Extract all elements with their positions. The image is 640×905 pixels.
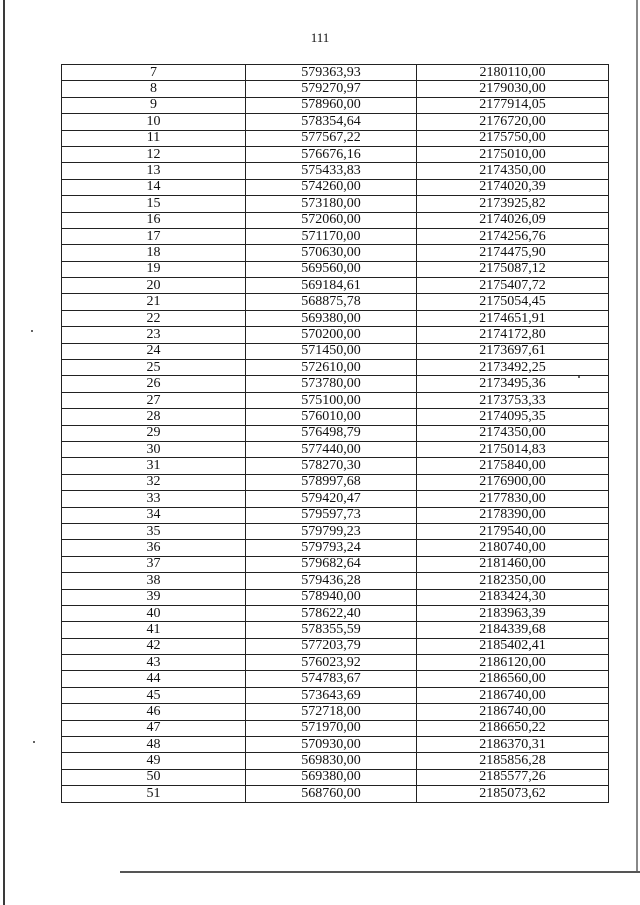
y-coordinate-cell: 2179030,00	[417, 81, 609, 97]
x-coordinate-cell: 569560,00	[246, 261, 417, 277]
y-coordinate-cell: 2174475,90	[417, 245, 609, 261]
point-number-cell: 40	[62, 605, 246, 621]
x-coordinate-cell: 573780,00	[246, 376, 417, 392]
y-coordinate-cell: 2185402,41	[417, 638, 609, 654]
x-coordinate-cell: 571970,00	[246, 720, 417, 736]
y-coordinate-cell: 2186370,31	[417, 737, 609, 753]
table-row	[62, 753, 609, 769]
y-coordinate-cell: 2182350,00	[417, 573, 609, 589]
x-coordinate-cell: 579597,73	[246, 507, 417, 523]
table-row	[62, 704, 609, 720]
point-number-cell: 50	[62, 769, 246, 785]
point-number-cell: 25	[62, 360, 246, 376]
table-row	[62, 458, 609, 474]
point-number-cell: 11	[62, 130, 246, 146]
x-coordinate-cell: 576498,79	[246, 425, 417, 441]
point-number-cell: 49	[62, 753, 246, 769]
table-row	[62, 737, 609, 753]
point-number-cell: 9	[62, 97, 246, 113]
point-number-cell: 42	[62, 638, 246, 654]
point-number-cell: 37	[62, 556, 246, 572]
y-coordinate-cell: 2174020,39	[417, 179, 609, 195]
point-number-cell: 24	[62, 343, 246, 359]
x-coordinate-cell: 577567,22	[246, 130, 417, 146]
table-row	[62, 163, 609, 179]
x-coordinate-cell: 569184,61	[246, 278, 417, 294]
x-coordinate-cell: 573180,00	[246, 196, 417, 212]
y-coordinate-cell: 2175407,72	[417, 278, 609, 294]
x-coordinate-cell: 579363,93	[246, 65, 417, 81]
table-row	[62, 573, 609, 589]
table-row	[62, 179, 609, 195]
page-number: 111	[310, 30, 330, 45]
y-coordinate-cell: 2174256,76	[417, 228, 609, 244]
y-coordinate-cell: 2177830,00	[417, 491, 609, 507]
x-coordinate-cell: 579270,97	[246, 81, 417, 97]
table-row	[62, 360, 609, 376]
point-number-cell: 8	[62, 81, 246, 97]
x-coordinate-cell: 572718,00	[246, 704, 417, 720]
y-coordinate-cell: 2173697,61	[417, 343, 609, 359]
table-row	[62, 343, 609, 359]
table-row	[62, 671, 609, 687]
point-number-cell: 19	[62, 261, 246, 277]
x-coordinate-cell: 578270,30	[246, 458, 417, 474]
point-number-cell: 7	[62, 65, 246, 81]
table-row	[62, 327, 609, 343]
y-coordinate-cell: 2186740,00	[417, 687, 609, 703]
table-row	[62, 392, 609, 408]
point-number-cell: 44	[62, 671, 246, 687]
point-number-cell: 18	[62, 245, 246, 261]
y-coordinate-cell: 2174651,91	[417, 310, 609, 326]
table-row	[62, 65, 609, 81]
x-coordinate-cell: 574783,67	[246, 671, 417, 687]
table-row	[62, 212, 609, 228]
x-coordinate-cell: 579682,64	[246, 556, 417, 572]
table-row	[62, 638, 609, 654]
point-number-cell: 26	[62, 376, 246, 392]
y-coordinate-cell: 2173925,82	[417, 196, 609, 212]
x-coordinate-cell: 579420,47	[246, 491, 417, 507]
table-row	[62, 720, 609, 736]
x-coordinate-cell: 577440,00	[246, 441, 417, 457]
scan-right-edge	[636, 0, 638, 873]
y-coordinate-cell: 2178390,00	[417, 507, 609, 523]
y-coordinate-cell: 2186560,00	[417, 671, 609, 687]
y-coordinate-cell: 2180110,00	[417, 65, 609, 81]
table-row	[62, 114, 609, 130]
table-row	[62, 786, 609, 802]
x-coordinate-cell: 571170,00	[246, 228, 417, 244]
y-coordinate-cell: 2183963,39	[417, 605, 609, 621]
y-coordinate-cell: 2183424,30	[417, 589, 609, 605]
y-coordinate-cell: 2174026,09	[417, 212, 609, 228]
y-coordinate-cell: 2177914,05	[417, 97, 609, 113]
point-number-cell: 21	[62, 294, 246, 310]
table-row	[62, 146, 609, 162]
table-row	[62, 97, 609, 113]
x-coordinate-cell: 568760,00	[246, 786, 417, 802]
y-coordinate-cell: 2184339,68	[417, 622, 609, 638]
x-coordinate-cell: 578622,40	[246, 605, 417, 621]
y-coordinate-cell: 2175014,83	[417, 441, 609, 457]
table-row	[62, 622, 609, 638]
scan-left-edge	[3, 0, 5, 905]
x-coordinate-cell: 569380,00	[246, 769, 417, 785]
point-number-cell: 16	[62, 212, 246, 228]
y-coordinate-cell: 2176720,00	[417, 114, 609, 130]
y-coordinate-cell: 2174350,00	[417, 163, 609, 179]
table-row	[62, 310, 609, 326]
x-coordinate-cell: 578355,59	[246, 622, 417, 638]
point-number-cell: 38	[62, 573, 246, 589]
point-number-cell: 47	[62, 720, 246, 736]
y-coordinate-cell: 2179540,00	[417, 523, 609, 539]
table-row	[62, 655, 609, 671]
table-row	[62, 245, 609, 261]
x-coordinate-cell: 569380,00	[246, 310, 417, 326]
y-coordinate-cell: 2180740,00	[417, 540, 609, 556]
scan-bottom-edge	[120, 871, 640, 873]
scan-speck	[33, 741, 35, 743]
point-number-cell: 10	[62, 114, 246, 130]
y-coordinate-cell: 2175087,12	[417, 261, 609, 277]
table-row	[62, 507, 609, 523]
y-coordinate-cell: 2185577,26	[417, 769, 609, 785]
point-number-cell: 23	[62, 327, 246, 343]
point-number-cell: 45	[62, 687, 246, 703]
x-coordinate-cell: 570630,00	[246, 245, 417, 261]
x-coordinate-cell: 578997,68	[246, 474, 417, 490]
table-row	[62, 474, 609, 490]
point-number-cell: 39	[62, 589, 246, 605]
point-number-cell: 15	[62, 196, 246, 212]
y-coordinate-cell: 2186650,22	[417, 720, 609, 736]
x-coordinate-cell: 569830,00	[246, 753, 417, 769]
y-coordinate-cell: 2185073,62	[417, 786, 609, 802]
x-coordinate-cell: 579436,28	[246, 573, 417, 589]
point-number-cell: 20	[62, 278, 246, 294]
x-coordinate-cell: 571450,00	[246, 343, 417, 359]
x-coordinate-cell: 575433,83	[246, 163, 417, 179]
point-number-cell: 28	[62, 409, 246, 425]
y-coordinate-cell: 2175054,45	[417, 294, 609, 310]
point-number-cell: 46	[62, 704, 246, 720]
y-coordinate-cell: 2181460,00	[417, 556, 609, 572]
point-number-cell: 36	[62, 540, 246, 556]
scan-speck	[31, 330, 33, 332]
table-row	[62, 294, 609, 310]
table-row	[62, 81, 609, 97]
table-row	[62, 540, 609, 556]
table-row	[62, 425, 609, 441]
table-row	[62, 441, 609, 457]
x-coordinate-cell: 570200,00	[246, 327, 417, 343]
x-coordinate-cell: 578940,00	[246, 589, 417, 605]
table-row	[62, 769, 609, 785]
point-number-cell: 22	[62, 310, 246, 326]
x-coordinate-cell: 576023,92	[246, 655, 417, 671]
y-coordinate-cell: 2176900,00	[417, 474, 609, 490]
point-number-cell: 48	[62, 737, 246, 753]
table-row	[62, 261, 609, 277]
table-row	[62, 376, 609, 392]
x-coordinate-cell: 576676,16	[246, 146, 417, 162]
x-coordinate-cell: 573643,69	[246, 687, 417, 703]
point-number-cell: 30	[62, 441, 246, 457]
point-number-cell: 27	[62, 392, 246, 408]
point-number-cell: 12	[62, 146, 246, 162]
x-coordinate-cell: 577203,79	[246, 638, 417, 654]
table-row	[62, 605, 609, 621]
y-coordinate-cell: 2174095,35	[417, 409, 609, 425]
x-coordinate-cell: 578354,64	[246, 114, 417, 130]
x-coordinate-cell: 570930,00	[246, 737, 417, 753]
x-coordinate-cell: 574260,00	[246, 179, 417, 195]
y-coordinate-cell: 2175840,00	[417, 458, 609, 474]
point-number-cell: 33	[62, 491, 246, 507]
table-row	[62, 130, 609, 146]
coordinates-table	[61, 64, 609, 803]
point-number-cell: 14	[62, 179, 246, 195]
y-coordinate-cell: 2175010,00	[417, 146, 609, 162]
table-row	[62, 523, 609, 539]
x-coordinate-cell: 576010,00	[246, 409, 417, 425]
table-row	[62, 228, 609, 244]
point-number-cell: 43	[62, 655, 246, 671]
y-coordinate-cell: 2174350,00	[417, 425, 609, 441]
y-coordinate-cell: 2186740,00	[417, 704, 609, 720]
point-number-cell: 34	[62, 507, 246, 523]
x-coordinate-cell: 572610,00	[246, 360, 417, 376]
y-coordinate-cell: 2185856,28	[417, 753, 609, 769]
x-coordinate-cell: 578960,00	[246, 97, 417, 113]
table-row	[62, 196, 609, 212]
y-coordinate-cell: 2175750,00	[417, 130, 609, 146]
x-coordinate-cell: 572060,00	[246, 212, 417, 228]
coordinates-table-body	[62, 65, 609, 803]
x-coordinate-cell: 579799,23	[246, 523, 417, 539]
y-coordinate-cell: 2174172,80	[417, 327, 609, 343]
table-row	[62, 556, 609, 572]
point-number-cell: 41	[62, 622, 246, 638]
y-coordinate-cell: 2173492,25	[417, 360, 609, 376]
table-row	[62, 278, 609, 294]
x-coordinate-cell: 579793,24	[246, 540, 417, 556]
point-number-cell: 29	[62, 425, 246, 441]
point-number-cell: 32	[62, 474, 246, 490]
table-row	[62, 589, 609, 605]
table-row	[62, 687, 609, 703]
y-coordinate-cell: 2173753,33	[417, 392, 609, 408]
y-coordinate-cell: 2186120,00	[417, 655, 609, 671]
x-coordinate-cell: 575100,00	[246, 392, 417, 408]
y-coordinate-cell: 2173495,36	[417, 376, 609, 392]
point-number-cell: 51	[62, 786, 246, 802]
point-number-cell: 35	[62, 523, 246, 539]
table-row	[62, 409, 609, 425]
x-coordinate-cell: 568875,78	[246, 294, 417, 310]
point-number-cell: 31	[62, 458, 246, 474]
point-number-cell: 17	[62, 228, 246, 244]
point-number-cell: 13	[62, 163, 246, 179]
table-row	[62, 491, 609, 507]
